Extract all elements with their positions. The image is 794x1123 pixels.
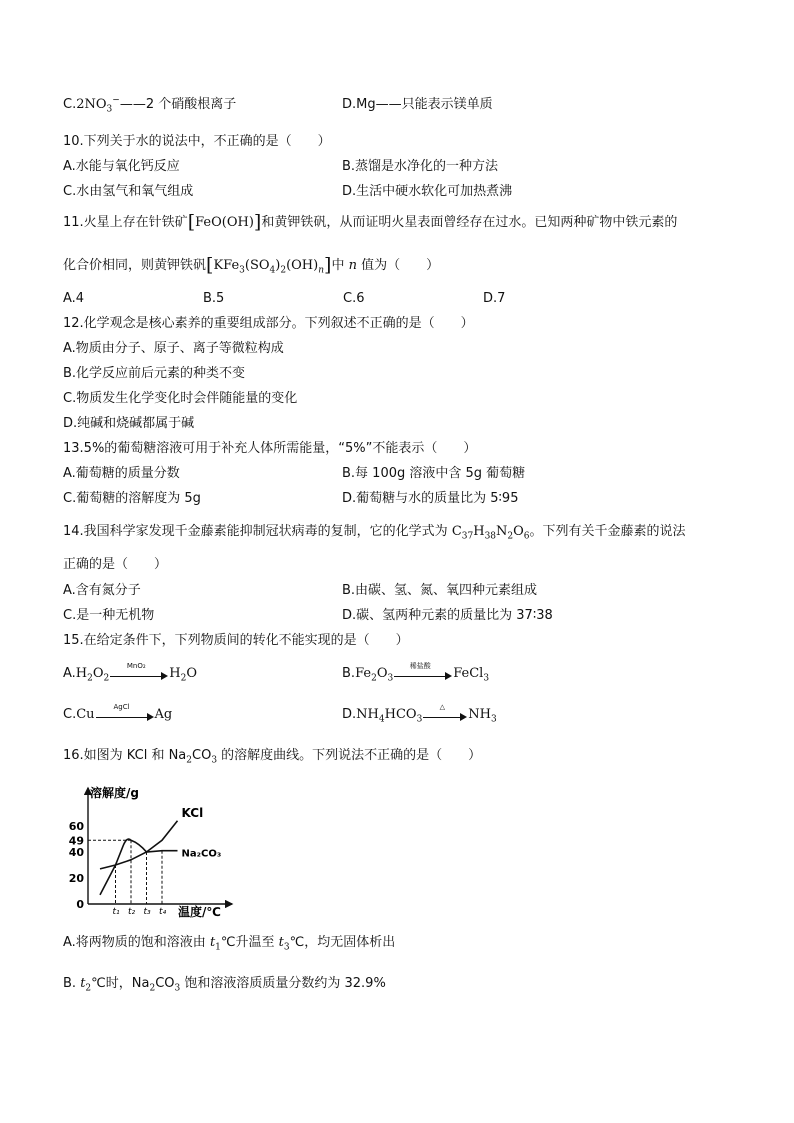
q14-stem-line2: 正确的是（ ） — [63, 557, 168, 572]
q14-option-a: A.含有氮分子 — [63, 583, 141, 598]
q14-stem-line1: 14.我国科学家发现千金藤素能抑制冠状病毒的复制，它的化学式为 $C_{37}H_{38}N_2O_6$。下列有关千金藤素的说法 — [63, 524, 686, 542]
q12-option-b: B.化学反应前后元素的种类不变 — [63, 366, 246, 381]
y-tick-label: 40 — [68, 846, 84, 859]
q9-option-c: $C.2NO_3^-——2$ 个硝酸根离子 — [63, 95, 237, 115]
q14-option-b: B.由碳、氢、氮、氧四种元素组成 — [342, 583, 538, 598]
q16-option-a: A.将两物质的饱和溶液由 $t_1℃$升温至 $t_3℃$，均无固体析出 — [63, 935, 396, 953]
y-tick-label: 60 — [68, 820, 84, 833]
x-tick-label: t₂ — [128, 907, 136, 917]
x-tick-label: t₁ — [112, 907, 120, 917]
q12-option-d: D.纯碱和烧碱都属于碱 — [63, 416, 195, 431]
q13-option-c: C.葡萄糖的溶解度为 5g — [63, 491, 201, 506]
x-axis-label: 温度/℃ — [178, 905, 221, 919]
q10-stem: 10.下列关于水的说法中，不正确的是（ ） — [63, 134, 331, 149]
series-line-na2co3 — [100, 839, 178, 895]
q10-option-d: D.生活中硬水软化可加热煮沸 — [342, 184, 513, 199]
q11-option-d: D.7 — [483, 291, 506, 306]
x-tick-label: t₄ — [159, 907, 167, 917]
q16-option-b: B. $t_2℃$时，$Na_2CO_3$ 饱和溶液溶质质量分数约为 32.9% — [63, 976, 386, 994]
q15-option-c: C.Cu AgCl Ag — [63, 702, 173, 722]
y-tick-label: 20 — [68, 872, 84, 885]
q15-option-a: $A.H_2O_2$ MnO₂ $H_2O$ — [63, 661, 198, 684]
q13-option-a: A.葡萄糖的质量分数 — [63, 466, 180, 481]
q12-option-c: C.物质发生化学变化时会伴随能量的变化 — [63, 391, 298, 406]
reaction-arrow-c: AgCl — [96, 708, 154, 722]
y-tick-label: 49 — [68, 834, 84, 848]
q15-stem: 15.在给定条件下，下列物质间的转化不能实现的是（ ） — [63, 633, 409, 648]
q13-stem: 13.5%的葡萄糖溶液可用于补充人体所需能量，“5%”不能表示（ ） — [63, 441, 477, 456]
reaction-arrow-b: 稀盐酸 — [394, 667, 452, 681]
y-axis-label: 溶解度/g — [90, 786, 139, 800]
x-tick-label: t₃ — [143, 907, 151, 917]
q11-option-c: C.6 — [343, 291, 365, 306]
q11-stem-line1: 11.火星上存在针铁矿[FeO(OH)]和黄钾铁矾，从而证明火星表面曾经存在过水。已知两种矿物中铁元素的 — [63, 211, 678, 233]
q10-option-a: A.水能与氧化钙反应 — [63, 159, 180, 174]
q12-option-a: A.物质由分子、原子、离子等微粒构成 — [63, 341, 284, 356]
y-tick-label: 0 — [76, 898, 84, 911]
reaction-arrow-d: △ — [423, 708, 467, 722]
q11-option-b: B.5 — [203, 291, 225, 306]
q11-option-a: A.4 — [63, 291, 85, 306]
q13-option-d: D.葡萄糖与水的质量比为 5∶95 — [342, 491, 519, 506]
q16-stem: 16.如图为 KCl 和 $Na_2CO_3$ 的溶解度曲线。下列说法不正确的是（ ） — [63, 748, 482, 766]
q15-option-d: $D.NH_4HCO_3$ △ $NH_3$ — [342, 702, 497, 725]
solubility-chart — [60, 782, 250, 922]
q15-option-b: $B.Fe_2O_3$ 稀盐酸 FeCl$_3$ — [342, 661, 490, 684]
reaction-arrow-a: MnO₂ — [110, 667, 168, 681]
series-label-kcl: KCl — [181, 805, 204, 820]
q10-option-b: B.蒸馏是水净化的一种方法 — [342, 159, 499, 174]
q9-option-d: D.Mg——只能表示镁单质 — [342, 97, 493, 112]
q11-stem-line2: 化合价相同，则黄钾铁矾$[KFe_3(SO_4)_2(OH)_n]$中 n 值为（ ） — [63, 254, 440, 276]
q10-option-c: C.水由氢气和氧气组成 — [63, 184, 194, 199]
q14-option-d: D.碳、氢两种元素的质量比为 37∶38 — [342, 608, 553, 623]
q14-option-c: C.是一种无机物 — [63, 608, 155, 623]
series-label-na2co3: Na₂CO₃ — [181, 848, 222, 860]
q13-option-b: B.每 100g 溶液中含 5g 葡萄糖 — [342, 466, 526, 481]
q12-stem: 12.化学观念是核心素养的重要组成部分。下列叙述不正确的是（ ） — [63, 316, 474, 331]
